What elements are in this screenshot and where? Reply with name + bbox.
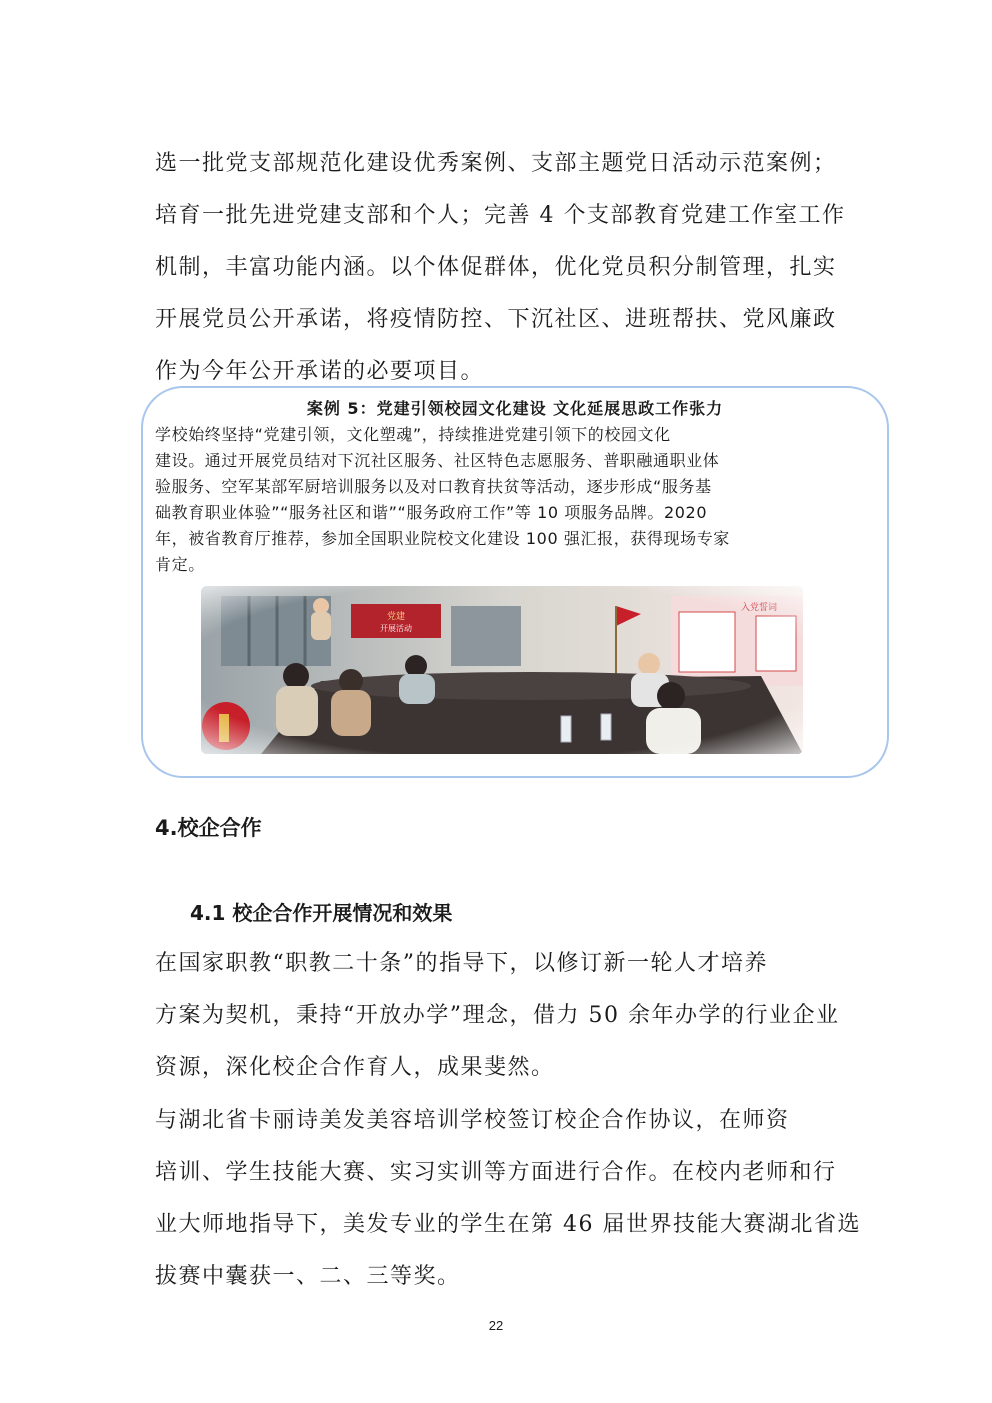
para2-line-3: 业大师地指导下，美发专业的学生在第 46 届世界技能大赛湖北省选 — [155, 1212, 861, 1237]
para1-line-2: 方案为契机，秉持“开放办学”理念，借力 50 余年办学的行业企业 — [155, 1003, 840, 1028]
para2-line-2: 培训、学生技能大赛、实习实训等方面进行合作。在校内老师和行 — [155, 1160, 837, 1185]
intro-line-3: 机制，丰富功能内涵。以个体促群体，优化党员积分制管理，扎实 — [155, 255, 837, 280]
case-study-box — [141, 386, 889, 778]
case-line-5: 年，被省教育厅推荐，参加全国职业院校文化建设 100 强汇报，获得现场专家 — [155, 529, 730, 548]
intro-line-1: 选一批党支部规范化建设优秀案例、支部主题党日活动示范案例； — [155, 151, 837, 176]
para2-line-4: 拔赛中囊获一、二、三等奖。 — [155, 1264, 461, 1289]
case-line-4: 础教育职业体验”“服务社区和谐”“服务政府工作”等 10 项服务品牌。2020 — [155, 503, 708, 522]
case-line-6: 肯定。 — [155, 555, 205, 574]
subsection-heading: 4.1 校企合作开展情况和效果 — [190, 901, 453, 925]
case-title: 案例 5：党建引领校园文化建设 文化延展思政工作张力 — [306, 399, 724, 418]
case-line-2: 建设。通过开展党员结对下沉社区服务、社区特色志愿服务、普职融通职业体 — [155, 451, 720, 470]
intro-line-4: 开展党员公开承诺，将疫情防控、下沉社区、进班帮扶、党风廉政 — [155, 307, 837, 332]
meeting-photo — [201, 586, 803, 754]
para1-line-1: 在国家职教“职教二十条”的指导下，以修订新一轮人才培养 — [155, 951, 768, 976]
para2-line-1: 与湖北省卡丽诗美发美容培训学校签订校企合作协议，在师资 — [155, 1108, 790, 1133]
section-heading: 4.校企合作 — [155, 816, 262, 840]
intro-line-5: 作为今年公开承诺的必要项目。 — [155, 359, 485, 384]
intro-line-2: 培育一批先进党建支部和个人；完善 4 个支部教育党建工作室工作 — [155, 203, 846, 228]
case-line-1: 学校始终坚持“党建引领，文化塑魂”，持续推进党建引领下的校园文化 — [155, 425, 671, 444]
para1-line-3: 资源，深化校企合作育人，成果斐然。 — [155, 1055, 555, 1080]
case-line-3: 验服务、空军某部军厨培训服务以及对口教育扶贫等活动，逐步形成“服务基 — [155, 477, 712, 496]
meeting-photo-illustration — [201, 586, 803, 754]
page-number: 22 — [488, 1318, 504, 1333]
